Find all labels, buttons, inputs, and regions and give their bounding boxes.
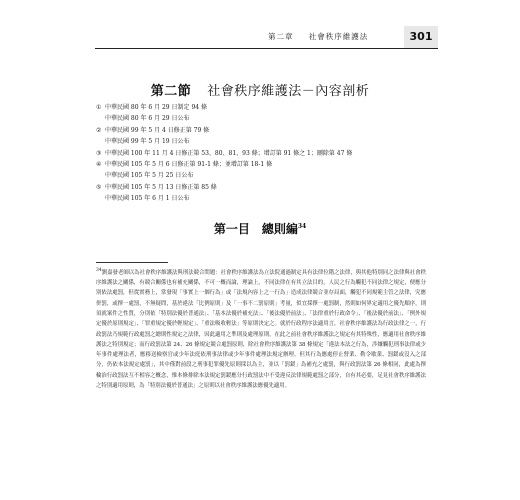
- history-line: 中華民國 80 年 6 月 29 日公布: [105, 115, 190, 123]
- history-line: 中華民國 105 年 5 月 13 日修正第 85 條: [105, 183, 217, 191]
- history-line: 中華民國 99 年 5 月 4 日修正第 79 條: [105, 126, 210, 134]
- history-line: 中華民國 99 年 5 月 19 日公布: [105, 138, 190, 146]
- footnote: [96, 266, 426, 452]
- subsection-heading: [0, 220, 520, 237]
- legislative-history: [96, 102, 426, 205]
- running-head-chapter: 第二章: [268, 32, 294, 41]
- history-entry: [96, 125, 426, 136]
- history-marker: ⑤: [96, 183, 102, 191]
- history-marker: ②: [96, 126, 102, 134]
- history-entry: [96, 148, 426, 159]
- footnote-text: 劉嘉發老師以為社會秩序維護法與刑法競合問題：社會秩序維護法為立法院通過制定具有法律位階之法律，與其他特別同之法律與社會秩序維護法之關係，有競合關係也有補充關係，不可一概而論，理論上，不同法律在有其立法目的，人民之行為觸犯不同法律之規定，便應分別依法處罰，但從實務上，常發現「事實上一個行為」或「法規內容上之一行為」造成法律競合並存局面，觸犯不同規範主管之法律，究應併罰，或擇一處罰，不無疑問，基於違法「比例原則」及「一事不二罰原則」考量，似宜採擇一處罰制，然則如何界定適用之優先順序，則須就案件之性質，分別依「特別法優於普通法」、「基本法優於補充法」、「後法優於前法」、「法律重於行政命令」、「後法優於前法」、「例外規定優於原則規定」、「罪重規定優於輕規定」、「重法吸收輕法」等原則決定之。就於行政程序法適用言，社會秩序維護法為行政法律之一，行政罰法乃規範行政處罰之總則性規定之法律，因此適用之準則及處理原則，在此之前社會秩序維護法之規定有其特殊性，應適用社會秩序維護法之特別規定；而行政罰法第 24、26 條規定競合處罰原則，除社會秩序維護法第 38 條規定「違法本法之行為，涉嫌觸犯刑事法律或少年事件處理法者，應移送檢察官或少年法庭依刑事法律或少年事件處理法規定辦理。但其行為應處停止營業、勒令歇業、罰鍰或沒入之部分，仍依本法規定處罰」，其中僅對前段之刑事犯罪優先原則採以為主，並以「罰鍰」為補充之處罰，與行政罰法第 26 條相同，此處為擇輪治行政罰法互不相容之概念，惟本條排除本法規定罰鍰應分行政罰法中不受違反法律規範處罰之部分，自有其必要，足見社會秩序維護法之特別適用原則，為「特別法優於普通法」之原則以社會秩序維護法應優先適用。: [96, 269, 426, 390]
- footnote-rule: [96, 262, 168, 263]
- section-number: 第二節: [150, 84, 192, 99]
- history-line: 中華民國 100 年 11 月 4 日修正第 53、80、81、93 條；增訂第 91 條之 1；刪除第 47 條: [105, 149, 353, 157]
- history-entry: [96, 182, 426, 193]
- running-head-title: 社會秩序維護法: [308, 32, 369, 41]
- running-head: [268, 28, 402, 46]
- history-marker: ④: [96, 161, 102, 169]
- footnote-number: 34: [96, 268, 102, 273]
- section-title: 社會秩序維護法－內容剖析: [207, 84, 370, 99]
- history-entry: [96, 102, 426, 113]
- header-rule: [95, 48, 438, 49]
- section-heading: [0, 80, 520, 99]
- subsection-title: 第一目 總則編: [213, 222, 298, 236]
- history-line: 中華民國 80 年 6 月 29 日制定 94 條: [105, 104, 207, 111]
- footnote-ref: 34: [297, 223, 307, 230]
- history-line: 中華民國 105 年 6 月 1 日公布: [105, 195, 190, 203]
- history-entry: [96, 159, 426, 170]
- page-number: 301: [404, 26, 438, 48]
- history-line: 中華民國 105 年 5 月 25 日公布: [105, 172, 194, 180]
- history-line: 中華民國 105 年 5 月 6 日修正第 91-1 條；並增訂第 18-1 條: [105, 161, 273, 169]
- history-marker: ①: [96, 104, 102, 111]
- history-marker: ③: [96, 149, 102, 157]
